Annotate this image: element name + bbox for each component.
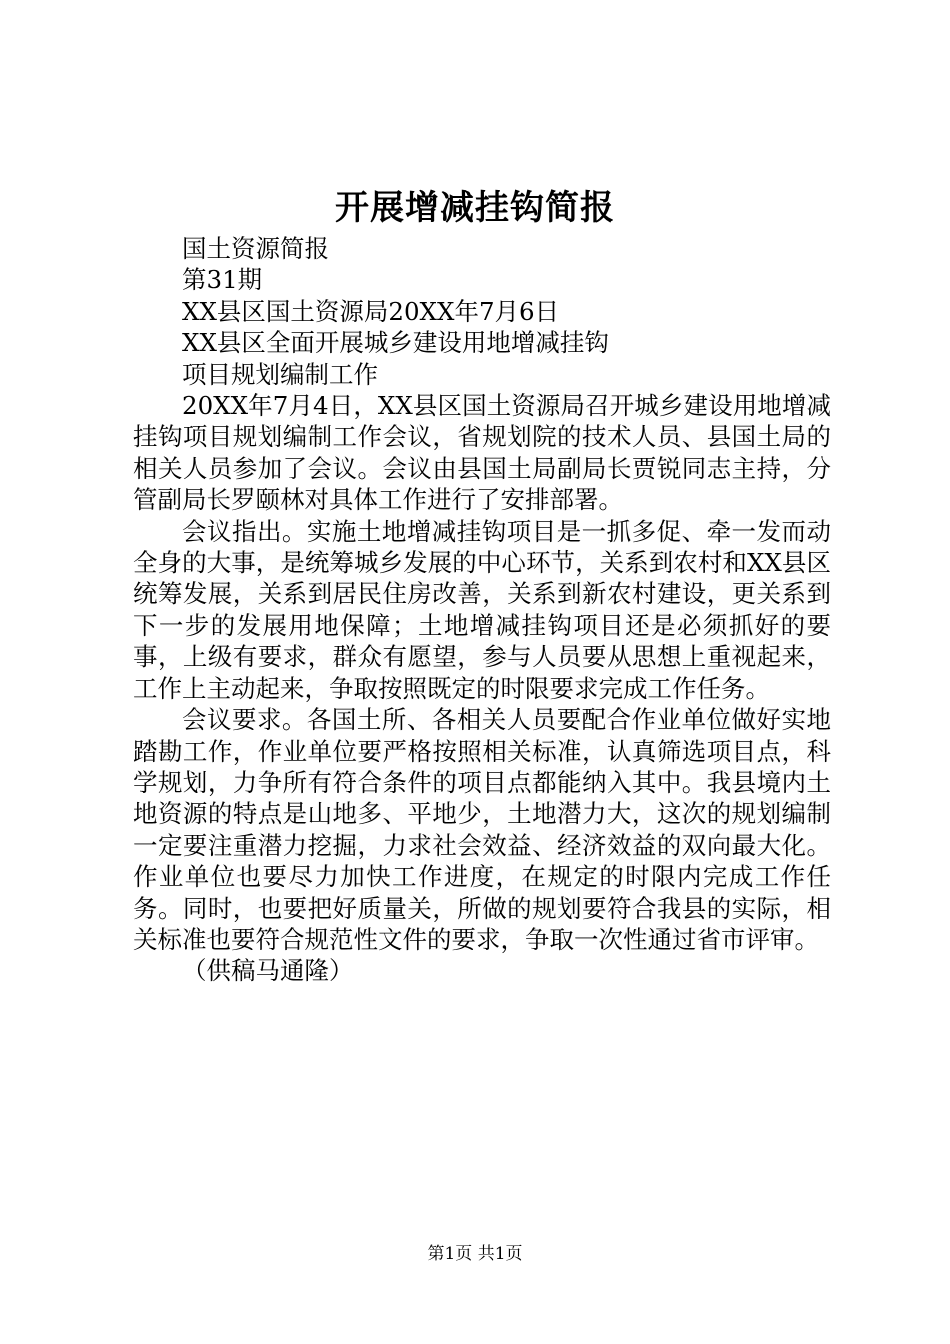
body-paragraph: 20XX年7月4日，XX县区国土资源局召开城乡建设用地增减挂钩项目规划编制工作会议，省规划院的技术人员、县国土局的相关人员参加了会议。会议由县国土局副局长贾锐同志主持，分管副局长罗颐林对具体工作进行了安排部署。	[133, 391, 831, 515]
bulletin-name: 国土资源简报	[182, 234, 329, 263]
body-paragraph: 会议要求。各国土所、各相关人员要配合作业单位做好实地踏勘工作，作业单位要严格按照相关标准，认真筛选项目点，科学规划，力争所有符合条件的项目点都能纳入其中。我县境内土地资源的特点是山地多、平地少，土地潜力大，这次的规划编制一定要注重潜力挖掘，力求社会效益、经济效益的双向最大化。作业单位也要尽力加快工作进度，在规定的时限内完成工作任务。同时，也要把好质量关，所做的规划要符合我县的实际，相关标准也要符合规范性文件的要求，争取一次性通过省市评审。	[133, 705, 831, 954]
page-footer: 第1页 共1页	[427, 1244, 523, 1264]
contributor-signature: （供稿马通隆）	[182, 956, 354, 986]
headline-line-2: 项目规划编制工作	[182, 359, 378, 389]
document-body	[133, 233, 831, 987]
headline-line-1: XX县区全面开展城乡建设用地增减挂钩	[182, 328, 609, 358]
document-title: 开展增减挂钩简报	[335, 188, 615, 228]
issue-number: 第31期	[182, 265, 263, 295]
body-paragraph: 会议指出。实施土地增减挂钩项目是一抓多促、牵一发而动全身的大事，是统筹城乡发展的中心环节，关系到农村和XX县区统筹发展，关系到居民住房改善，关系到新农村建设，更关系到下一步的发展用地保障；土地增减挂钩项目还是必须抓好的要事，上级有要求，群众有愿望，参与人员要从思想上重视起来，工作上主动起来，争取按照既定的时限要求完成工作任务。	[133, 516, 831, 703]
issuer-date-line: XX县区国土资源局20XX年7月6日	[182, 296, 560, 326]
